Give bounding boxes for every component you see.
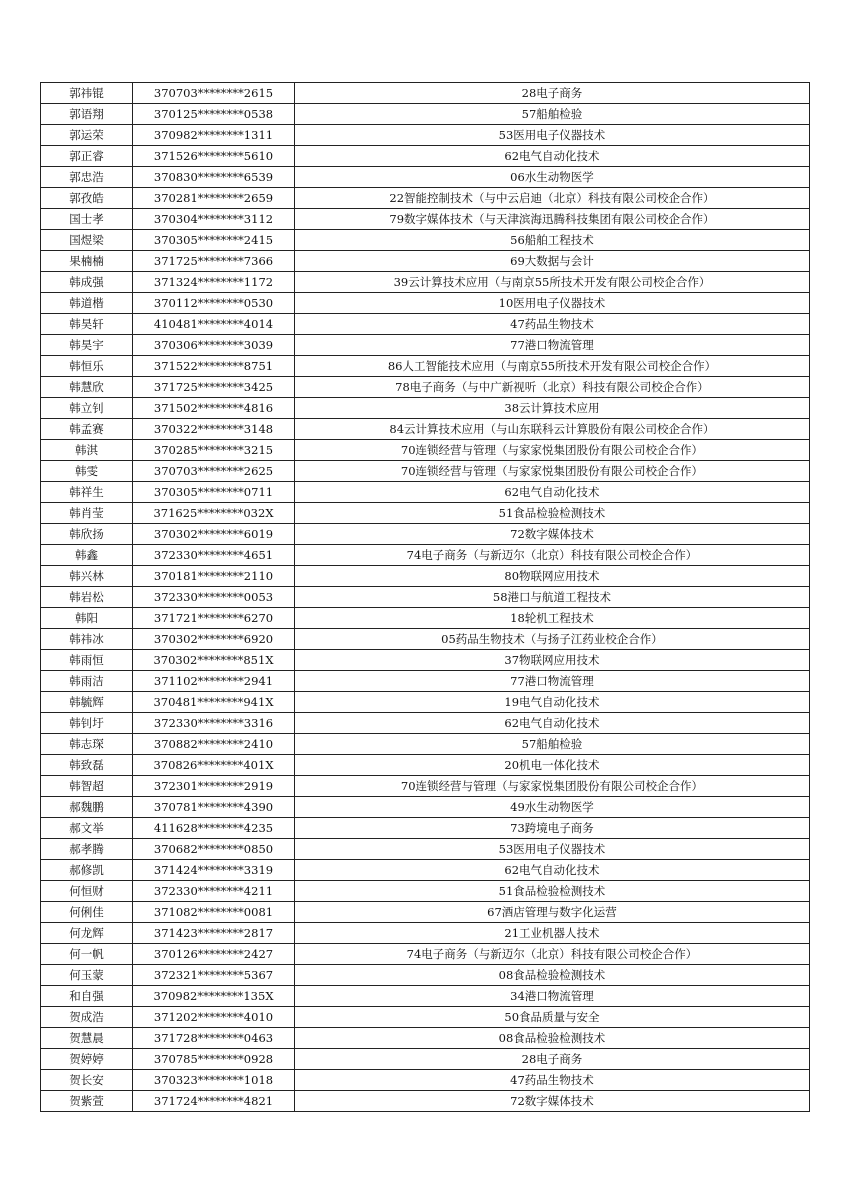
major-cell: 77港口物流管理	[295, 671, 810, 692]
table-row	[41, 230, 810, 251]
table-row	[41, 251, 810, 272]
id-number-cell: 371102********2941	[133, 671, 295, 692]
table-row	[41, 125, 810, 146]
student-name-cell: 韩毓辉	[41, 692, 133, 713]
id-number-cell: 372321********5367	[133, 965, 295, 986]
major-cell: 77港口物流管理	[295, 335, 810, 356]
student-name-cell: 郝文举	[41, 818, 133, 839]
student-name-cell: 韩肖莹	[41, 503, 133, 524]
student-name-cell: 何龙辉	[41, 923, 133, 944]
id-number-cell: 372330********4211	[133, 881, 295, 902]
student-name-cell: 韩致磊	[41, 755, 133, 776]
major-cell: 19电气自动化技术	[295, 692, 810, 713]
table-row	[41, 1007, 810, 1028]
id-number-cell: 370305********0711	[133, 482, 295, 503]
table-row	[41, 377, 810, 398]
major-cell: 70连锁经营与管理（与家家悦集团股份有限公司校企合作）	[295, 461, 810, 482]
roster-table	[40, 82, 810, 1112]
table-row	[41, 839, 810, 860]
major-cell: 53医用电子仪器技术	[295, 839, 810, 860]
major-cell: 28电子商务	[295, 83, 810, 104]
table-row	[41, 965, 810, 986]
table-row	[41, 503, 810, 524]
table-row	[41, 146, 810, 167]
student-name-cell: 韩岩松	[41, 587, 133, 608]
id-number-cell: 370785********0928	[133, 1049, 295, 1070]
id-number-cell: 371721********6270	[133, 608, 295, 629]
major-cell: 72数字媒体技术	[295, 1091, 810, 1112]
major-cell: 62电气自动化技术	[295, 482, 810, 503]
table-row	[41, 902, 810, 923]
major-cell: 70连锁经营与管理（与家家悦集团股份有限公司校企合作）	[295, 440, 810, 461]
id-number-cell: 371202********4010	[133, 1007, 295, 1028]
id-number-cell: 370703********2625	[133, 461, 295, 482]
id-number-cell: 370112********0530	[133, 293, 295, 314]
major-cell: 69大数据与会计	[295, 251, 810, 272]
student-name-cell: 韩道楷	[41, 293, 133, 314]
student-name-cell: 韩智超	[41, 776, 133, 797]
student-name-cell: 何玉蒙	[41, 965, 133, 986]
student-name-cell: 郝修凯	[41, 860, 133, 881]
table-row	[41, 650, 810, 671]
table-row	[41, 524, 810, 545]
major-cell: 51食品检验检测技术	[295, 881, 810, 902]
major-cell: 62电气自动化技术	[295, 146, 810, 167]
major-cell: 21工业机器人技术	[295, 923, 810, 944]
student-name-cell: 贺婷婷	[41, 1049, 133, 1070]
major-cell: 78电子商务（与中广新视听（北京）科技有限公司校企合作）	[295, 377, 810, 398]
major-cell: 38云计算技术应用	[295, 398, 810, 419]
student-name-cell: 韩昊宇	[41, 335, 133, 356]
student-name-cell: 韩成强	[41, 272, 133, 293]
id-number-cell: 370323********1018	[133, 1070, 295, 1091]
id-number-cell: 370305********2415	[133, 230, 295, 251]
table-row	[41, 272, 810, 293]
table-row	[41, 860, 810, 881]
table-row	[41, 461, 810, 482]
major-cell: 58港口与航道工程技术	[295, 587, 810, 608]
table-row	[41, 671, 810, 692]
id-number-cell: 370302********6019	[133, 524, 295, 545]
table-row	[41, 608, 810, 629]
id-number-cell: 372301********2919	[133, 776, 295, 797]
student-name-cell: 郝孝腾	[41, 839, 133, 860]
major-cell: 08食品检验检测技术	[295, 965, 810, 986]
major-cell: 62电气自动化技术	[295, 713, 810, 734]
id-number-cell: 370304********3112	[133, 209, 295, 230]
major-cell: 37物联网应用技术	[295, 650, 810, 671]
id-number-cell: 370830********6539	[133, 167, 295, 188]
major-cell: 39云计算技术应用（与南京55所技术开发有限公司校企合作）	[295, 272, 810, 293]
id-number-cell: 371724********4821	[133, 1091, 295, 1112]
id-number-cell: 371502********4816	[133, 398, 295, 419]
table-row	[41, 881, 810, 902]
major-cell: 10医用电子仪器技术	[295, 293, 810, 314]
id-number-cell: 370302********851X	[133, 650, 295, 671]
major-cell: 80物联网应用技术	[295, 566, 810, 587]
table-row	[41, 293, 810, 314]
major-cell: 73跨境电子商务	[295, 818, 810, 839]
student-name-cell: 韩立钊	[41, 398, 133, 419]
table-row	[41, 356, 810, 377]
student-name-cell: 郝魏鹏	[41, 797, 133, 818]
table-row	[41, 335, 810, 356]
id-number-cell: 370306********3039	[133, 335, 295, 356]
major-cell: 86人工智能技术应用（与南京55所技术开发有限公司校企合作）	[295, 356, 810, 377]
table-row	[41, 818, 810, 839]
table-row	[41, 734, 810, 755]
student-name-cell: 韩阳	[41, 608, 133, 629]
major-cell: 53医用电子仪器技术	[295, 125, 810, 146]
major-cell: 62电气自动化技术	[295, 860, 810, 881]
table-row	[41, 104, 810, 125]
student-name-cell: 韩祎冰	[41, 629, 133, 650]
table-row	[41, 797, 810, 818]
id-number-cell: 371424********3319	[133, 860, 295, 881]
table-row	[41, 545, 810, 566]
table-row	[41, 566, 810, 587]
major-cell: 70连锁经营与管理（与家家悦集团股份有限公司校企合作）	[295, 776, 810, 797]
id-number-cell: 370481********941X	[133, 692, 295, 713]
table-row	[41, 482, 810, 503]
id-number-cell: 371526********5610	[133, 146, 295, 167]
major-cell: 20机电一体化技术	[295, 755, 810, 776]
major-cell: 06水生动物医学	[295, 167, 810, 188]
table-row	[41, 314, 810, 335]
id-number-cell: 372330********3316	[133, 713, 295, 734]
id-number-cell: 370826********401X	[133, 755, 295, 776]
table-row	[41, 629, 810, 650]
student-name-cell: 韩祥生	[41, 482, 133, 503]
table-row	[41, 755, 810, 776]
student-name-cell: 郭忠浩	[41, 167, 133, 188]
id-number-cell: 410481********4014	[133, 314, 295, 335]
id-number-cell: 371324********1172	[133, 272, 295, 293]
id-number-cell: 371728********0463	[133, 1028, 295, 1049]
id-number-cell: 371625********032X	[133, 503, 295, 524]
id-number-cell: 370982********1311	[133, 125, 295, 146]
id-number-cell: 370281********2659	[133, 188, 295, 209]
major-cell: 18轮机工程技术	[295, 608, 810, 629]
student-name-cell: 何恒财	[41, 881, 133, 902]
id-number-cell: 370285********3215	[133, 440, 295, 461]
id-number-cell: 372330********0053	[133, 587, 295, 608]
major-cell: 79数字媒体技术（与天津滨海迅腾科技集团有限公司校企合作）	[295, 209, 810, 230]
student-name-cell: 贺慧晨	[41, 1028, 133, 1049]
table-row	[41, 209, 810, 230]
student-name-cell: 韩雯	[41, 461, 133, 482]
student-name-cell: 韩淇	[41, 440, 133, 461]
id-number-cell: 371082********0081	[133, 902, 295, 923]
id-number-cell: 371522********8751	[133, 356, 295, 377]
major-cell: 57船舶检验	[295, 104, 810, 125]
student-name-cell: 郭运荣	[41, 125, 133, 146]
student-name-cell: 韩慧欣	[41, 377, 133, 398]
student-name-cell: 贺长安	[41, 1070, 133, 1091]
id-number-cell: 411628********4235	[133, 818, 295, 839]
table-row	[41, 713, 810, 734]
id-number-cell: 370982********135X	[133, 986, 295, 1007]
student-name-cell: 韩孟赛	[41, 419, 133, 440]
major-cell: 08食品检验检测技术	[295, 1028, 810, 1049]
id-number-cell: 371725********3425	[133, 377, 295, 398]
major-cell: 57船舶检验	[295, 734, 810, 755]
id-number-cell: 372330********4651	[133, 545, 295, 566]
table-row	[41, 83, 810, 104]
major-cell: 84云计算技术应用（与山东联科云计算股份有限公司校企合作）	[295, 419, 810, 440]
id-number-cell: 371725********7366	[133, 251, 295, 272]
id-number-cell: 371423********2817	[133, 923, 295, 944]
student-name-cell: 国煜梁	[41, 230, 133, 251]
student-name-cell: 郭正睿	[41, 146, 133, 167]
student-name-cell: 何俐佳	[41, 902, 133, 923]
major-cell: 51食品检验检测技术	[295, 503, 810, 524]
table-row	[41, 419, 810, 440]
student-name-cell: 和自强	[41, 986, 133, 1007]
table-row	[41, 440, 810, 461]
table-row	[41, 167, 810, 188]
major-cell: 47药品生物技术	[295, 314, 810, 335]
student-name-cell: 韩雨恒	[41, 650, 133, 671]
major-cell: 74电子商务（与新迈尔（北京）科技有限公司校企合作）	[295, 944, 810, 965]
table-row	[41, 188, 810, 209]
major-cell: 34港口物流管理	[295, 986, 810, 1007]
student-name-cell: 韩恒乐	[41, 356, 133, 377]
student-name-cell: 韩雨洁	[41, 671, 133, 692]
major-cell: 05药品生物技术（与扬子江药业校企合作）	[295, 629, 810, 650]
major-cell: 74电子商务（与新迈尔（北京）科技有限公司校企合作）	[295, 545, 810, 566]
table-row	[41, 398, 810, 419]
table-row	[41, 1070, 810, 1091]
student-name-cell: 何一帆	[41, 944, 133, 965]
major-cell: 47药品生物技术	[295, 1070, 810, 1091]
id-number-cell: 370125********0538	[133, 104, 295, 125]
table-row	[41, 986, 810, 1007]
student-name-cell: 贺紫萱	[41, 1091, 133, 1112]
major-cell: 72数字媒体技术	[295, 524, 810, 545]
student-name-cell: 贺成浩	[41, 1007, 133, 1028]
student-name-cell: 韩昊轩	[41, 314, 133, 335]
student-name-cell: 韩兴林	[41, 566, 133, 587]
table-row	[41, 587, 810, 608]
id-number-cell: 370181********2110	[133, 566, 295, 587]
student-name-cell: 郭孜皓	[41, 188, 133, 209]
student-name-cell: 韩志琛	[41, 734, 133, 755]
table-row	[41, 1091, 810, 1112]
id-number-cell: 370781********4390	[133, 797, 295, 818]
major-cell: 28电子商务	[295, 1049, 810, 1070]
student-name-cell: 郭语翔	[41, 104, 133, 125]
id-number-cell: 370126********2427	[133, 944, 295, 965]
student-name-cell: 韩鑫	[41, 545, 133, 566]
id-number-cell: 370703********2615	[133, 83, 295, 104]
student-name-cell: 韩欣扬	[41, 524, 133, 545]
table-row	[41, 1028, 810, 1049]
table-row	[41, 692, 810, 713]
major-cell: 22智能控制技术（与中云启迪（北京）科技有限公司校企合作）	[295, 188, 810, 209]
major-cell: 56船舶工程技术	[295, 230, 810, 251]
major-cell: 49水生动物医学	[295, 797, 810, 818]
student-name-cell: 郭祎锟	[41, 83, 133, 104]
student-name-cell: 国士孝	[41, 209, 133, 230]
student-name-cell: 果楠楠	[41, 251, 133, 272]
id-number-cell: 370882********2410	[133, 734, 295, 755]
id-number-cell: 370302********6920	[133, 629, 295, 650]
table-row	[41, 944, 810, 965]
major-cell: 67酒店管理与数字化运营	[295, 902, 810, 923]
table-row	[41, 1049, 810, 1070]
student-name-cell: 韩钊圩	[41, 713, 133, 734]
major-cell: 50食品质量与安全	[295, 1007, 810, 1028]
roster-body	[41, 83, 810, 1112]
table-row	[41, 776, 810, 797]
id-number-cell: 370322********3148	[133, 419, 295, 440]
table-row	[41, 923, 810, 944]
id-number-cell: 370682********0850	[133, 839, 295, 860]
